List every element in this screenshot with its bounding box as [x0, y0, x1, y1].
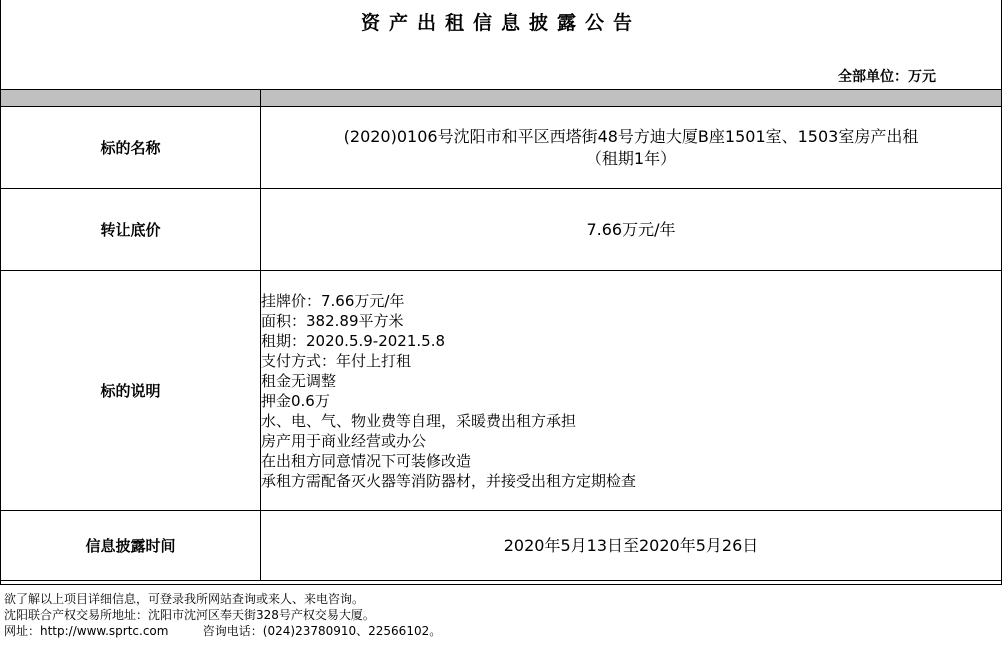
footer-address: 沈阳联合产权交易所地址：沈阳市沈河区奉天街328号产权交易大厦。	[4, 608, 375, 622]
row-disclosure-time	[1, 511, 1002, 581]
desc-line-fire-safety: 承租方需配备灭火器等消防器材，并接受出租方定期检查	[261, 471, 637, 490]
info-table	[0, 89, 1002, 581]
subject-name-line1: (2020)0106号沈阳市和平区西塔街48号方迪大厦B座1501室、1503室房产出租	[343, 126, 919, 146]
label-disclosure-time: 信息披露时间	[1, 511, 261, 581]
label-description: 标的说明	[1, 271, 261, 511]
desc-line-listing-price: 挂牌价：7.66万元/年	[261, 291, 405, 310]
value-description	[261, 271, 1002, 511]
subject-name-line2: （租期1年）	[585, 148, 677, 168]
desc-line-renovation: 在出租方同意情况下可装修改造	[261, 451, 472, 470]
header-band-left	[1, 90, 261, 107]
desc-line-utilities: 水、电、气、物业费等自理，采暖费出租方承担	[261, 411, 577, 430]
footer-notes	[4, 591, 441, 639]
desc-line-rent-adjust: 租金无调整	[261, 371, 337, 390]
header-band-right	[261, 90, 1002, 107]
page-title: 资产出租信息披露公告	[360, 12, 641, 34]
label-subject-name: 标的名称	[1, 107, 261, 189]
footer-inquiry-note: 欲了解以上项目详细信息，可登录我所网站查询或来人、来电咨询。	[4, 592, 365, 606]
desc-line-payment: 支付方式：年付上打租	[261, 351, 412, 370]
label-reserve-price: 转让底价	[1, 189, 261, 271]
value-disclosure-time: 2020年5月13日至2020年5月26日	[261, 511, 1002, 581]
unit-note: 全部单位：万元	[838, 69, 936, 85]
desc-line-area: 面积：382.89平方米	[261, 311, 404, 330]
row-subject-name	[1, 107, 1002, 189]
value-reserve-price: 7.66万元/年	[261, 189, 1002, 271]
row-reserve-price	[1, 189, 1002, 271]
row-description	[1, 271, 1002, 511]
table-header-band	[1, 90, 1002, 107]
desc-line-usage: 房产用于商业经营或办公	[261, 431, 427, 450]
footer-contact: 网址：http://www.sprtc.com 咨询电话：(024)23780910、22566102。	[4, 624, 442, 638]
desc-line-lease-term: 租期：2020.5.9-2021.5.8	[261, 331, 446, 350]
value-subject-name	[261, 107, 1002, 189]
desc-line-deposit: 押金0.6万	[261, 391, 330, 410]
